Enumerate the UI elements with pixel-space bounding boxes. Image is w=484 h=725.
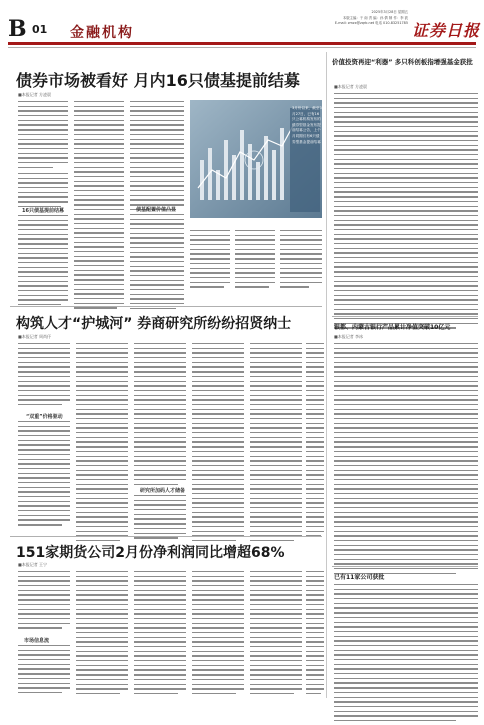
text-column — [334, 584, 478, 725]
column-divider — [326, 52, 327, 698]
text-column — [250, 343, 302, 545]
text-column — [130, 101, 184, 214]
text-column — [18, 421, 70, 529]
section-rule — [332, 316, 478, 317]
text-column — [134, 495, 186, 542]
text-column — [74, 101, 124, 312]
subhead-futures-1: 市场信息流 — [24, 638, 50, 644]
byline-talent: ■本报记者 周尚伃 — [18, 334, 52, 339]
text-column — [134, 571, 186, 698]
headline-right-2: 银都、内蒙古银行产品累计净值突破10亿元 — [334, 324, 451, 331]
text-column — [18, 101, 68, 211]
headline-futures: 151家期货公司2月份净利润同比增超68% — [16, 545, 285, 561]
byline-futures: ■本报记者 王宁 — [18, 562, 48, 567]
text-column — [334, 93, 478, 332]
subhead-bond-2: 债基配置价值凸显 — [136, 207, 177, 213]
text-column — [18, 645, 70, 697]
text-column — [235, 230, 275, 291]
masthead-rule-thin — [8, 47, 476, 48]
text-column — [250, 571, 302, 698]
section-rule — [10, 306, 322, 307]
text-column — [192, 343, 244, 545]
newspaper-logo: 证券日报 — [412, 21, 481, 40]
headline-right-1: 价值投资再迎“利器” 多只科创板指增强基金获批 — [332, 58, 473, 66]
photo-caption: 3月份以来，截至3月27日，已有16只公募机构发布的债券型基金发布提前结募公告，上个月同期仅有6只债券型基金提前结募 — [292, 106, 322, 144]
text-column — [190, 230, 230, 291]
subhead-talent-1: “双重”价格驱动 — [26, 414, 63, 420]
text-column — [280, 230, 322, 291]
masthead-info-line: E-mail: zmzx@zqrb.net 电话 010-83251785 — [334, 21, 408, 25]
text-column — [18, 571, 70, 634]
text-column — [134, 343, 186, 488]
masthead — [0, 0, 484, 46]
text-column — [18, 343, 70, 410]
text-column — [306, 571, 324, 698]
section-rule — [10, 536, 322, 537]
text-column — [334, 343, 478, 577]
text-column — [192, 571, 244, 698]
headline-right-3: 已有11家公司获批 — [334, 574, 385, 581]
headline-talent: 构筑人才“护城河” 券商研究所纷纷招贤纳士 — [16, 316, 292, 332]
text-column — [76, 343, 128, 545]
headline-bond: 债券市场被看好 月内16只债基提前结募 — [16, 71, 300, 90]
masthead-info-line: 2025年3月28日 星期五 — [371, 10, 408, 14]
text-column — [76, 571, 128, 698]
byline-right-2: ■本报记者 李冰 — [334, 334, 364, 339]
byline-right-1: ■本报记者 方凌晨 — [334, 84, 368, 89]
subhead-bond-1: 16只债基提前结募 — [22, 208, 64, 214]
masthead-rule — [8, 42, 476, 45]
text-column — [130, 214, 184, 312]
masthead-info-line: 本版主编：于 南 责 编：孙 倩 制 作：李 波 — [342, 15, 408, 20]
subhead-talent-2: 研究所加码人才储备 — [140, 488, 186, 494]
text-column — [306, 343, 324, 540]
section-title: 金融机构 — [70, 25, 134, 41]
section-rule — [332, 566, 478, 567]
byline-bond: ■本报记者 方凌晨 — [18, 92, 52, 97]
page-number: B — [8, 16, 27, 42]
page-number-suffix: 01 — [32, 23, 48, 36]
text-column — [18, 215, 68, 309]
masthead-info — [286, 10, 408, 27]
